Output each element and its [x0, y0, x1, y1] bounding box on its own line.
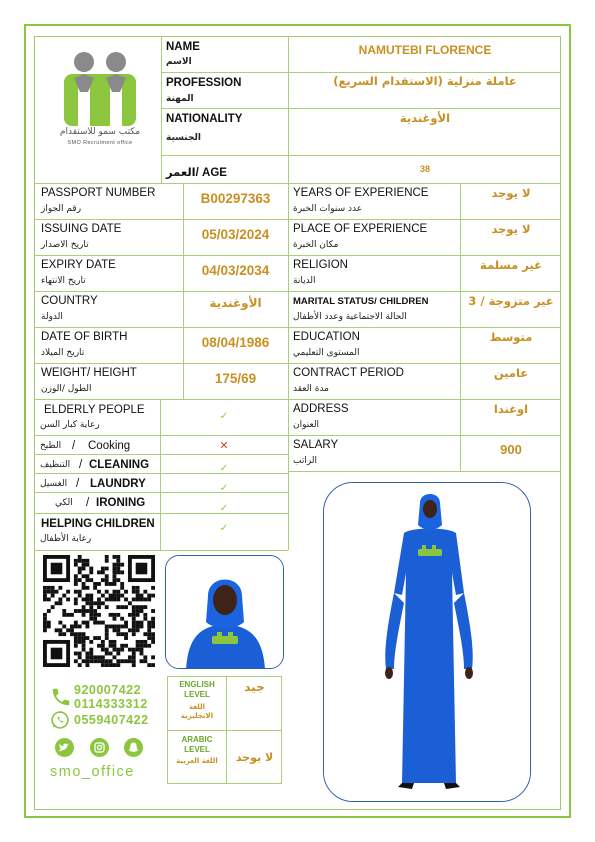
divider-middle — [288, 183, 289, 550]
left-field-label: ISSUING DATE — [41, 223, 122, 235]
right-field-value: متوسط — [489, 330, 533, 344]
left-field-value: 175/69 — [214, 371, 257, 386]
children-check-icon: ✓ — [219, 523, 229, 534]
left-field-label-ar: الطول /الوزن — [41, 384, 92, 394]
age-label: العمر/ AGE — [166, 167, 227, 179]
laundry-label: LAUNDRY — [90, 478, 146, 490]
cooking-label: Cooking — [88, 440, 131, 452]
phone-icon — [50, 686, 72, 708]
skill-row-line-1 — [34, 454, 288, 455]
right-field-value: غير متزوجة / 3 — [468, 294, 554, 308]
left-field-label: PASSPORT NUMBER — [41, 187, 156, 199]
left-field-value: 05/03/2024 — [201, 227, 270, 242]
left-field-label: WEIGHT/ HEIGHT — [41, 367, 137, 379]
field-row-line-5 — [34, 399, 561, 400]
nationality-value: الأوغندية — [399, 111, 451, 125]
qr-code-icon — [43, 555, 155, 667]
left-field-label-ar: تاريخ الاصدار — [41, 240, 89, 250]
cleaning-label: CLEANING — [89, 459, 150, 471]
left-field-label: DATE OF BIRTH — [41, 331, 128, 343]
phone-number-1: 920007422 — [74, 683, 142, 697]
right-field-label-ar: عدد سنوات الخبرة — [293, 204, 363, 214]
profession-value: عاملة منزلية (الاستقدام السريع) — [333, 74, 517, 88]
right-field-label: SALARY — [293, 439, 339, 451]
right-field-value: 900 — [500, 442, 522, 457]
laundry-label-ar: الغسيل — [40, 479, 68, 489]
ironing-check-icon: ✓ — [219, 503, 229, 514]
left-field-label-ar: رقم الجواز — [41, 204, 82, 214]
right-field-label: YEARS OF EXPERIENCE — [293, 187, 429, 199]
divider-left-value — [183, 183, 184, 399]
twitter-icon[interactable] — [55, 738, 74, 757]
nationality-label: NATIONALITY — [166, 113, 243, 125]
right-field-value: غير مسلمة — [480, 258, 542, 272]
right-field-value: لا يوجد — [491, 186, 531, 200]
right-field-label-ar: العنوان — [293, 420, 320, 430]
ironing-label: IRONING — [96, 497, 146, 509]
name-label-ar: الاسم — [166, 57, 192, 67]
right-field-label-ar: مدة العقد — [293, 384, 329, 394]
right-field-label: CONTRACT PERIOD — [293, 367, 404, 379]
arabic-level-label-ar: اللغة العربية — [176, 757, 218, 765]
header-bottom-line — [34, 183, 561, 184]
cleaning-separator: / — [79, 459, 83, 471]
skill-row-line-5 — [34, 550, 288, 551]
arabic-level-label: ARABIC LEVEL — [181, 735, 213, 754]
nationality-label-ar: الجنسية — [166, 133, 201, 143]
age-value: 38 — [419, 164, 430, 174]
right-field-label: ADDRESS — [293, 403, 349, 415]
instagram-icon[interactable] — [90, 738, 109, 757]
left-field-value: 04/03/2034 — [201, 263, 270, 278]
profession-label: PROFESSION — [166, 77, 242, 89]
header-row-line-0 — [161, 72, 561, 73]
english-level-label-ar: اللغة الانجليزية — [180, 703, 214, 721]
name-value: NAMUTEBI FLORENCE — [358, 43, 492, 57]
left-field-label-ar: تاريخ الانتهاء — [41, 276, 86, 286]
left-field-value: B00297363 — [200, 191, 271, 206]
skill-row-line-0 — [34, 435, 288, 436]
right-field-label-ar: المستوى التعليمي — [293, 348, 360, 358]
children-label-ar: رعاية الأطفال — [40, 534, 92, 544]
profession-label-ar: المهنة — [166, 94, 194, 104]
right-field-value: لا يوجد — [491, 222, 531, 236]
right-field-label: MARITAL STATUS/ CHILDREN — [293, 296, 429, 307]
cleaning-label-ar: التنظيف — [40, 460, 71, 470]
header-row-line-1 — [161, 108, 561, 109]
left-field-label: COUNTRY — [41, 295, 98, 307]
elderly-check-icon: ✓ — [219, 411, 229, 422]
field-row-line-3 — [34, 327, 561, 328]
right-field-label-ar: مكان الخبرة — [293, 240, 339, 250]
right-field-label-ar: الديانة — [293, 276, 316, 286]
cleaning-check-icon: ✓ — [219, 463, 229, 474]
right-field-label: RELIGION — [293, 259, 348, 271]
laundry-check-icon: ✓ — [219, 483, 229, 494]
company-logo — [50, 46, 150, 156]
header-row-line-2 — [161, 155, 561, 156]
arabic-level-value: لا يوجد — [235, 751, 274, 764]
left-field-label-ar: الدولة — [41, 312, 63, 322]
divider-header — [288, 36, 289, 183]
ironing-label-ar: الكي — [55, 498, 73, 508]
cooking-label-ar: الطبخ — [40, 441, 62, 451]
field-row-line-1 — [34, 255, 561, 256]
logo-name-en: SMO Recruiment office — [67, 140, 133, 146]
right-field-label: PLACE OF EXPERIENCE — [293, 223, 428, 235]
field-row-line-0 — [34, 219, 561, 220]
whatsapp-number: 0559407422 — [74, 713, 149, 727]
language-divider-h — [167, 730, 282, 731]
children-label: HELPING CHILDREN — [41, 518, 155, 530]
laundry-separator: / — [76, 478, 80, 490]
left-field-label-ar: تاريخ الميلاد — [41, 348, 85, 358]
field-row-line-2 — [34, 291, 561, 292]
name-label: NAME — [166, 41, 200, 53]
phone-number-2: 0114333312 — [74, 697, 148, 711]
elderly-label: ELDERLY PEOPLE — [44, 404, 145, 416]
right-field-label: EDUCATION — [293, 331, 360, 343]
small-photo — [165, 555, 284, 669]
ironing-separator: / — [86, 497, 90, 509]
salary-bottom-line — [288, 471, 561, 472]
cooking-cross-icon: ✕ — [219, 440, 229, 452]
snapchat-icon[interactable] — [124, 738, 143, 757]
right-field-value: اوغندا — [493, 402, 529, 416]
left-field-value: 08/04/1986 — [201, 335, 270, 350]
divider-logo — [161, 36, 162, 183]
right-field-label-ar: الحالة الاجتماعية وعدد الأطفال — [293, 312, 407, 322]
logo-name-ar: مكتب سمو للاستقدام — [59, 127, 141, 137]
left-field-label: EXPIRY DATE — [41, 259, 116, 271]
english-level-label: ENGLISH LEVEL — [179, 680, 215, 699]
field-row-line-4 — [34, 363, 561, 364]
logo-figures-icon — [50, 46, 150, 126]
whatsapp-icon — [50, 710, 70, 730]
full-body-photo — [323, 482, 531, 802]
elderly-label-ar: رعاية كبار السن — [40, 420, 100, 430]
english-level-value: جيد — [244, 680, 265, 694]
right-field-value: عامين — [493, 366, 529, 380]
social-handle: smo_office — [50, 764, 135, 780]
left-field-value: الأوغندية — [209, 296, 262, 310]
cooking-separator: / — [72, 440, 76, 452]
right-field-label-ar: الراتب — [293, 456, 318, 466]
